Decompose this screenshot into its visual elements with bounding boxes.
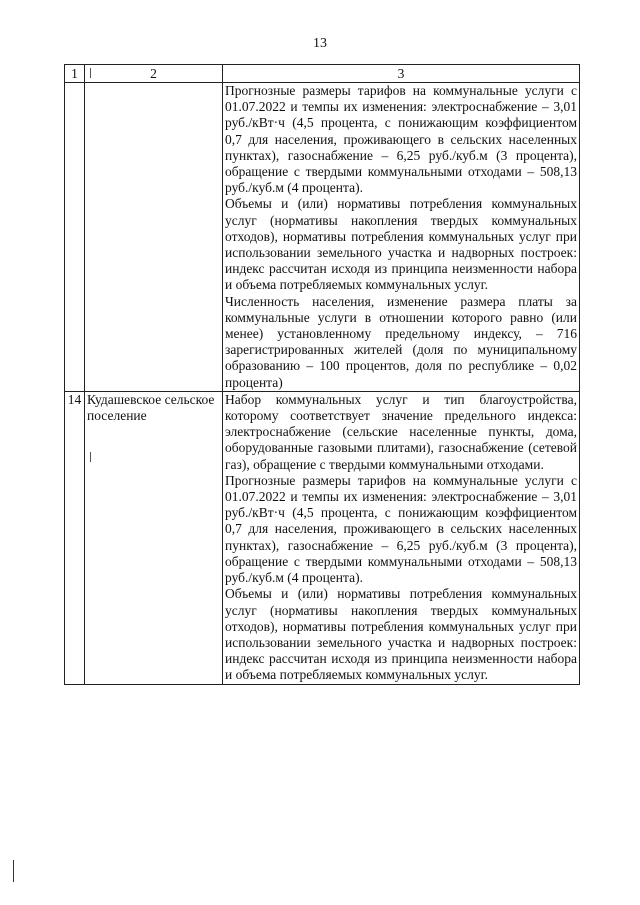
header-cell-3: 3 (223, 65, 580, 83)
tariff-table (64, 64, 580, 685)
settlement-name: Кудашевское сельское поселение (85, 391, 223, 684)
scan-margin-mark (13, 860, 14, 882)
row-number: 14 (65, 391, 85, 684)
scan-tick-mark (90, 68, 91, 78)
header-cell-2: 2 (85, 65, 223, 83)
paragraph-volumes: Объемы и (или) нормативы потребления коммунальных услуг (нормативы накопления твердых коммунальных отходов), нормативы потребления коммунальных услуг при использовании земельного участка и надворных построек: индекс рассчитан исходя из принципа неизменности набора и объема потребляемых коммунальных услуг. (225, 586, 577, 683)
paragraph-population: Численность населения, изменение размера платы за коммунальные услуги в отношении которого равно (или менее) установленному предельному индексу, – 716 зарегистрированных жителей (доля по муниципальному образованию – 100 процентов, доля по республике – 0,02 процента) (225, 293, 577, 390)
row-description (223, 83, 580, 392)
paragraph-volumes: Объемы и (или) нормативы потребления коммунальных услуг (нормативы накопления твердых коммунальных отходов), нормативы потребления коммунальных услуг при использовании земельного участка и надворных построек: индекс рассчитан исходя из принципа неизменности набора и объема потребляемых коммунальных услуг. (225, 196, 577, 293)
row-number (65, 83, 85, 392)
paragraph-tariffs: Прогнозные размеры тарифов на коммунальные услуги с 01.07.2022 и темпы их изменения: электроснабжение – 3,01 руб./кВт·ч (4,5 процента, с понижающим коэффициентом 0,7 для населения, проживающего в сельских населенных пунктах), газоснабжение – 6,25 руб./куб.м (3 процента), обращение с твердыми коммунальными отходами – 508,13 руб./куб.м (4 процента). (225, 472, 577, 586)
table-row (65, 391, 580, 684)
scan-tick-mark (90, 452, 91, 462)
paragraph-tariffs: Прогнозные размеры тарифов на коммунальные услуги с 01.07.2022 и темпы их изменения: электроснабжение – 3,01 руб./кВт·ч (4,5 процента, с понижающим коэффициентом 0,7 для населения, проживающего в сельских населенных пунктах), газоснабжение – 6,25 руб./куб.м (3 процента), обращение с твердыми коммунальными отходами – 508,13 руб./куб.м (4 процента). (225, 83, 577, 196)
page-number: 13 (313, 36, 327, 51)
table-header-row (65, 65, 580, 83)
paragraph-services-set: Набор коммунальных услуг и тип благоустройства, которому соответствует значение предельного индекса: электроснабжение (сельские населенные пункты, дома, оборудованные газовыми плитами), газоснабжение (сетевой газ), обращение с твердыми коммунальными отходами. (225, 391, 577, 472)
settlement-name (85, 83, 223, 392)
table-row (65, 83, 580, 392)
header-cell-1: 1 (65, 65, 85, 83)
row-description (223, 391, 580, 684)
